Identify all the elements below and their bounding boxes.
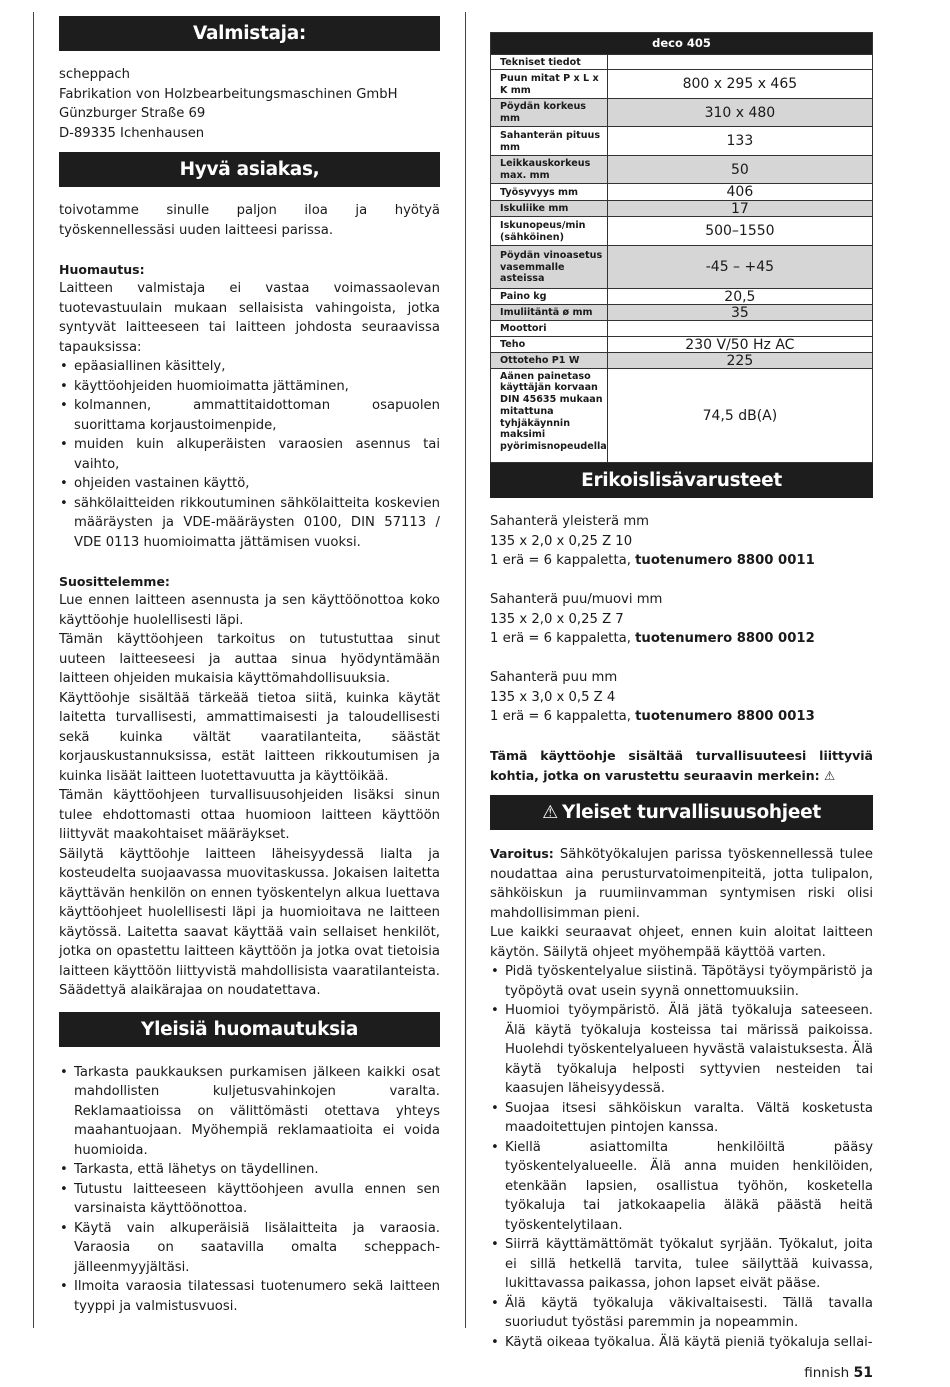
- accessory-size: 135 x 3,0 x 0,5 Z 4: [490, 689, 616, 705]
- warning-triangle-icon: ⚠: [824, 767, 836, 783]
- list-item: • muiden kuin alkuperäisten varaosien asennus tai vaihto,: [59, 435, 440, 474]
- column-divider-rule: [465, 12, 466, 1328]
- accessory-qty-line: [490, 707, 873, 727]
- general-safety-heading: [490, 795, 873, 830]
- spec-value: 500–1550: [607, 217, 872, 246]
- spec-label-cell: [491, 369, 608, 463]
- accessory-product-number: tuotenumero 8800 0012: [635, 631, 815, 646]
- spec-label: Moottori: [491, 321, 608, 337]
- safety-list: [490, 962, 873, 1352]
- left-margin-rule: [33, 12, 34, 1328]
- read-instructions-paragraph: Lue kaikki seuraavat ohjeet, ennen kuin aloitat laitteen käytön. Säilytä ohjeet myöhempää käyttöä varten.: [490, 925, 873, 960]
- spec-label: Työsyvyys mm: [491, 184, 608, 201]
- accessory-name: Sahanterä puu/muovi mm: [490, 592, 663, 607]
- note-list: [59, 357, 440, 552]
- manufacturer-heading: Valmistaja:: [59, 16, 440, 51]
- spec-value: 50: [607, 156, 872, 184]
- accessory-size: 135 x 2,0 x 0,25 Z 10: [490, 533, 633, 549]
- recommend-paragraph: Tämän käyttöohjeen turvallisuusohjeiden lisäksi sinun tulee ehdottomasti ottaa huomioon laitteen käyttöön liittyvät maakohtaiset määräykset.: [59, 788, 440, 842]
- accessories-heading: Erikoislisävarusteet: [490, 463, 873, 498]
- safety-symbol-note: [490, 746, 873, 785]
- general-notes-list: [59, 1063, 440, 1317]
- list-item: • Kiellä asiattomilta henkilöiltä pääsy työskentelyalueelle. Älä anna muiden henkilöiden, etenkään lapsien, osallistua työhön, kosketella työkaluja tai jatkokaapelia äläkä päästä heitä työskentelytilaan.: [490, 1138, 873, 1236]
- spec-value: 74,5 dB(A): [607, 369, 872, 463]
- spec-value: 225: [607, 353, 872, 369]
- accessory-size: 135 x 2,0 x 0,25 Z 7: [490, 611, 624, 627]
- spec-table: [490, 32, 873, 463]
- recommend-paragraph: Tämän käyttöohjeen tarkoitus on tutustuttaa sinut uuteen laitteeseesi ja auttaa sinua hyödyntämään laitteen ohjeiden mukaisia käyttömahdollisuuksia.: [59, 632, 440, 686]
- list-item: • Käytä oikeaa työkalua. Älä käytä pieniä työkaluja sellai-: [490, 1333, 873, 1353]
- accessory-product-number: tuotenumero 8800 0013: [635, 709, 815, 724]
- warning-text: Sähkötyökalujen parissa työskennellessä tulee noudattaa aina perusturvatoimenpiteitä, jotta tulipalon, sähköiskun ja ruumiinvamman syntymisen riski olisi mahdollisimman pieni.: [490, 847, 873, 921]
- spec-model-header: deco 405: [491, 33, 873, 55]
- spec-value: 20,5: [607, 289, 872, 305]
- address-line: scheppach: [59, 67, 131, 82]
- spec-label: Teho: [491, 337, 608, 353]
- spec-label: Paino kg: [491, 289, 608, 305]
- spec-label: Sahanterän pituus mm: [491, 127, 608, 156]
- spec-value: 133: [607, 127, 872, 156]
- list-item: • käyttöohjeiden huomioimatta jättäminen,: [59, 377, 440, 397]
- address-line: D-89335 Ichenhausen: [59, 125, 205, 141]
- list-item: • Pidä työskentelyalue siistinä. Täpötäysi työympäristö ja työpöytä ovat usein syynä onnettomuuksiin.: [490, 962, 873, 1001]
- spec-value: 17: [607, 201, 872, 217]
- spec-value: 406: [607, 184, 872, 201]
- list-item: • ohjeiden vastainen käyttö,: [59, 474, 440, 494]
- recommend-paragraph: Käyttöohje sisältää tärkeää tietoa siitä, kuinka käytät laitetta turvallisesti, ammattimaisesti ja taloudellisesti sekä kuinka vältät vaaratilanteita, säästät korjauskustannuksissa, estät laitteen rikkoutumisen ja kuinka lisäät laitteen luotettavuutta ja käyttöikää.: [59, 690, 440, 784]
- warning-label: Varoitus:: [490, 846, 554, 861]
- dear-customer-heading: Hyvä asiakas,: [59, 152, 440, 187]
- spec-value: [607, 55, 872, 70]
- list-item: • Tarkasta, että lähetys on täydellinen.: [59, 1160, 440, 1180]
- list-item: • Huomioi työympäristö. Älä jätä työkaluja sateeseen. Älä käytä työkaluja kosteissa tai märissä paikoissa. Huolehdi työskentelyalueen hyvästä valaistuksesta. Älä käytä työkaluja helposti syttyvien nesteiden tai kaasujen läheisyydessä.: [490, 1001, 873, 1099]
- accessory-product-number: tuotenumero 8800 0011: [635, 553, 815, 568]
- spec-label: Pöydän vinoasetus vasemmalle asteissa: [491, 246, 608, 289]
- list-item: • epäasiallinen käsittely,: [59, 357, 440, 377]
- accessory-item: [490, 590, 873, 649]
- list-item: • sähkölaitteiden rikkoutuminen sähkölaitteita koskevien määräysten ja VDE-määräysten 0100, DIN 57113 / VDE 0113 huomioimatta jättämisen vuoksi.: [59, 494, 440, 553]
- greeting-paragraph: toivotamme sinulle paljon iloa ja hyötyä työskennellessäsi uuden laitteesi parissa.: [59, 203, 440, 238]
- spec-label: Iskuliike mm: [491, 201, 608, 217]
- list-item: • kolmannen, ammattitaidottoman osapuolen suorittama korjaustoimenpide,: [59, 396, 440, 435]
- spec-label: Pöydän korkeus mm: [491, 99, 608, 127]
- accessory-qty: 1 erä = 6 kappaletta,: [490, 709, 631, 724]
- page-number: 51: [853, 1365, 873, 1381]
- address-line: Fabrikation von Holzbearbeitungsmaschinen GmbH: [59, 86, 398, 102]
- footer-language: finnish: [804, 1365, 850, 1381]
- manufacturer-address: [59, 65, 440, 143]
- list-item: • Suojaa itsesi sähköiskun varalta. Vältä kosketusta maadoitettujen pintojen kanssa.: [490, 1099, 873, 1138]
- accessory-qty-line: [490, 551, 873, 571]
- accessory-name: Sahanterä yleisterä mm: [490, 514, 650, 529]
- spec-label: Puun mitat P x L x K mm: [491, 70, 608, 99]
- spec-label: Leikkauskorkeus max. mm: [491, 156, 608, 184]
- list-item: • Tarkasta paukkauksen purkamisen jälkeen kaikki osat mahdollisten kuljetusvahinkojen varalta. Reklamaatioissa on välittömästi otettava yhteys maahantuojaan. Myöhempiä reklamaatioita ei voida huomioida.: [59, 1063, 440, 1161]
- accessory-qty: 1 erä = 6 kappaletta,: [490, 631, 631, 646]
- recommend-paragraph: Lue ennen laitteen asennusta ja sen käyttöönottoa koko käyttöohje huolellisesti läpi.: [59, 593, 440, 628]
- note-heading: Huomautus:: [59, 261, 145, 277]
- list-item: • Käytä vain alkuperäisiä lisälaitteita ja varaosia. Varaosia on saatavilla omalta scheppach-jälleenmyyjältäsi.: [59, 1219, 440, 1278]
- recommend-paragraph: Säilytä käyttöohje laitteen läheisyydessä lialta ja kosteudelta suojaavassa muovitaskussa. Jokaisen laitetta käyttävän henkilön on ennen työskentelyn alkua luettava käyttöohjeet huolellisesti läpi ja huomioitava ne laitteen käytössä. Laitetta saavat käyttää vain sellaiset henkilöt, jotka on opastettu laitteen käyttöön ja jotka ovat tietoisia laitteen käyttöön liittyvistä mahdollisista vaaratilanteista. Säädettyä alaikärajaa on noudatettava.: [59, 846, 441, 998]
- accessory-name: Sahanterä puu mm: [490, 670, 618, 685]
- list-item: • Tutustu laitteeseen käyttöohjeen avulla ennen sen varsinaista käyttöönottoa.: [59, 1180, 440, 1219]
- spec-label: Tekniset tiedot: [491, 55, 608, 70]
- page-footer: [804, 1364, 873, 1384]
- general-notes-heading: Yleisiä huomautuksia: [59, 1012, 440, 1047]
- spec-value: 800 x 295 x 465: [607, 70, 872, 99]
- safety-note-text: Tämä käyttöohje sisältää turvallisuuteesi liittyviä kohtia, jotka on varustettu seuraavin merkein:: [490, 748, 873, 783]
- address-line: Günzburger Straße 69: [59, 106, 206, 121]
- accessory-qty-line: [490, 629, 873, 649]
- list-item: • Ilmoita varaosia tilatessasi tuotenumero sekä laitteen tyyppi ja valmistusvuosi.: [59, 1277, 440, 1316]
- spec-value: 310 x 480: [607, 99, 872, 127]
- note-intro: Laitteen valmistaja ei vastaa voimassaolevan tuotevastuulain mukaan sellaisista vahingoista, jotka syntyvät laitteeseen tai laitteen johdosta seuraavissa tapauksissa:: [59, 281, 440, 355]
- left-column: [59, 16, 440, 1316]
- spec-label: Ottoteho P1 W: [491, 353, 608, 369]
- right-column: [490, 32, 873, 1352]
- spec-value: 35: [607, 305, 872, 321]
- spec-label: Äänen painetaso käyttäjän korvaan DIN 45635 mukaan mitattuna tyhjäkäynnin maksimi pyörimisnopeudella: [500, 370, 607, 453]
- warning-triangle-icon: ⚠: [542, 802, 558, 823]
- warning-paragraph: [490, 844, 873, 923]
- list-item: • Älä käytä työkaluja väkivaltaisesti. Tällä tavalla suoriudut työstäsi paremmin ja nopeammin.: [490, 1294, 873, 1333]
- spec-value: 230 V/50 Hz AC: [607, 337, 872, 353]
- spec-value: [607, 321, 872, 337]
- accessory-item: [490, 512, 873, 571]
- spec-label: Imuliitäntä ø mm: [491, 305, 608, 321]
- spec-value: -45 – +45: [607, 246, 872, 289]
- spec-label: Iskunopeus/min (sähköinen): [491, 217, 608, 246]
- list-item: • Siirrä käyttämättömät työkalut syrjään. Työkalut, joita ei sillä hetkellä tarvita, tulee säilyttää kuivassa, lukittavassa paikassa, johon lapset eivät pääse.: [490, 1235, 873, 1294]
- general-safety-title: Yleiset turvallisuusohjeet: [561, 802, 821, 823]
- accessory-qty: 1 erä = 6 kappaletta,: [490, 553, 631, 568]
- accessory-item: [490, 668, 873, 727]
- recommend-heading: Suosittelemme:: [59, 573, 170, 589]
